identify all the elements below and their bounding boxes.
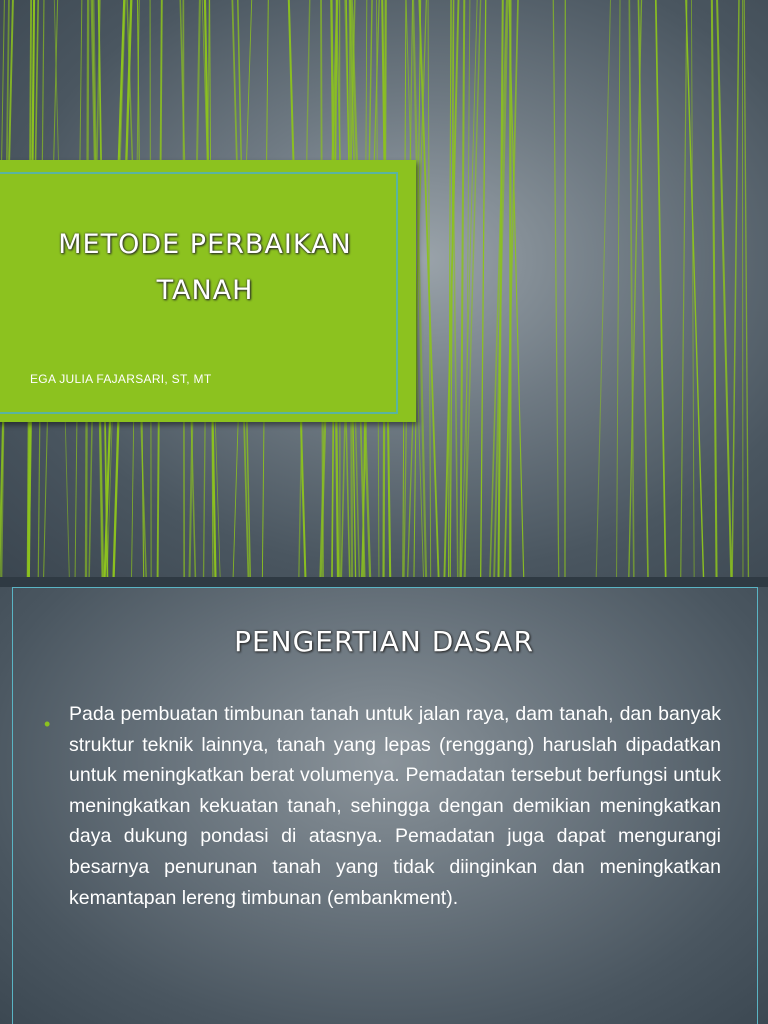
green-stripe	[686, 0, 704, 577]
content-slide	[0, 587, 768, 1024]
bullet-icon: •	[44, 714, 51, 734]
content-body: Pada pembuatan timbunan tanah untuk jalan raya, dam tanah, dan banyak struktur teknik lainnya, tanah yang lepas (renggang) haruslah dipadatkan untuk meningkatkan berat volumenya. Pemadatan tersebut berfungsi untuk meningkatkan kekuatan tanah, sehingga dengan demikian meningkatkan daya dukung pondasi di atasnya. Pemadatan juga dapat mengurangi besarnya penurunan tanah yang tidak diinginkan dan meningkatkan kemantapan lereng timbunan (embankment).	[69, 703, 721, 909]
content-title: PENGERTIAN DASAR	[234, 625, 534, 658]
green-stripe	[481, 0, 486, 577]
green-stripe	[617, 0, 621, 577]
green-stripe	[712, 0, 717, 577]
green-stripe	[681, 0, 687, 577]
slide-separator	[0, 577, 768, 587]
green-stripe	[656, 0, 666, 577]
green-stripe	[596, 0, 611, 577]
green-stripe	[742, 0, 743, 577]
green-stripe	[732, 0, 739, 577]
green-stripe	[717, 0, 731, 577]
green-stripe	[464, 0, 481, 577]
slide-title-line-2: TANAH	[156, 275, 254, 306]
slide-title	[0, 222, 410, 314]
green-stripe	[638, 0, 648, 577]
slide-title-line-1: METODE PERBAIKAN	[58, 229, 352, 260]
green-stripe	[744, 0, 748, 577]
green-stripe	[629, 0, 634, 577]
author-subtitle: EGA JULIA FAJARSARI, ST, MT	[30, 372, 212, 386]
green-stripe	[553, 0, 559, 577]
green-stripe	[691, 0, 694, 577]
